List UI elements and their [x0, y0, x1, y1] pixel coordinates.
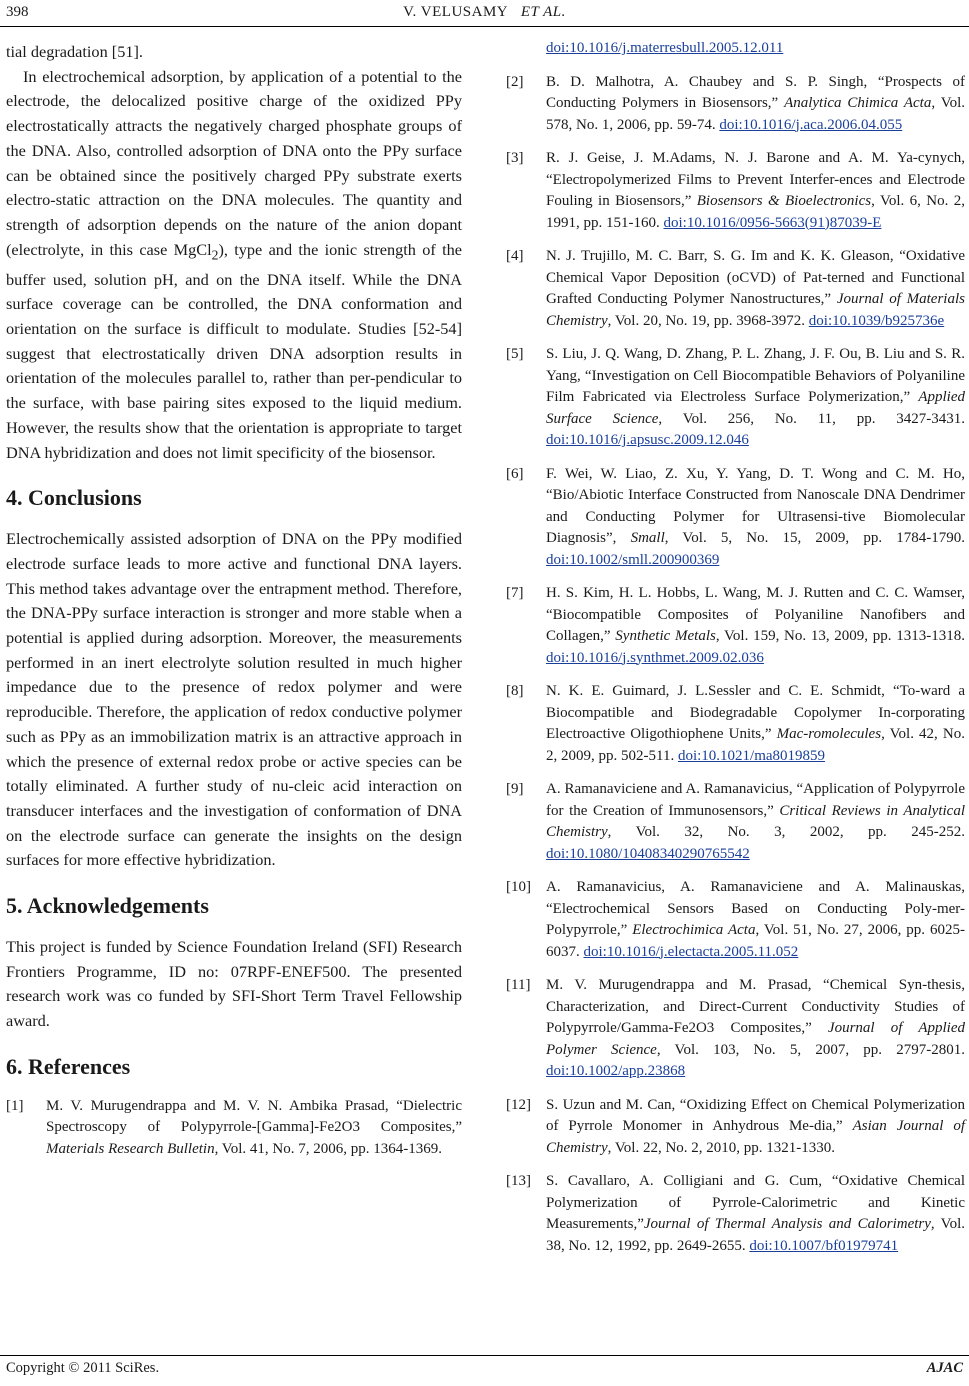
reference-item-11: [506, 975, 965, 1083]
reference-journal: Asian Journal of Chemistry: [546, 1118, 966, 1156]
reference-text: S. Uzun and M. Can, “Oxidizing Effect on Chemical Polymerization of Pyrrole Monomer in Anhydrous Me-dia,”: [546, 1096, 965, 1134]
reference-item-2: [506, 72, 965, 137]
page-footer: [6, 1360, 963, 1382]
reference-journal: Mac-romolecules: [776, 726, 882, 742]
paragraph-continued: tial degradation [51].: [6, 42, 143, 61]
reference-details: , Vol. 42, No. 2, 2009, pp. 502-511.: [546, 726, 965, 764]
reference-1-doi-continued: [506, 38, 965, 60]
reference-item-8: [506, 681, 965, 767]
doi-link[interactable]: doi:10.1080/10408340290765542: [546, 845, 750, 862]
reference-details: , Vol. 6, No. 2, 1991, pp. 151-160.: [546, 193, 965, 231]
reference-journal: Analytica Chimica Acta: [784, 95, 932, 111]
reference-journal: Synthetic Metals: [615, 628, 716, 644]
reference-details: , Vol. 32, No. 3, 2002, pp. 245-252.: [607, 824, 965, 840]
reference-item-13: [506, 1171, 965, 1257]
reference-item-3: [506, 148, 965, 234]
heading-references: 6. References: [6, 1053, 131, 1079]
reference-item-7: [506, 583, 965, 669]
reference-item-12: [506, 1095, 965, 1160]
reference-text: S. Cavallaro, A. Colligiani and G. Cum, “Oxidative Chemical Polymerization of Pyrrole-Calorimetric and Kinetic Measurements,”: [546, 1173, 965, 1232]
reference-text: B. D. Malhotra, A. Chaubey and S. P. Singh, “Prospects of Conducting Polymers in Biosensors,”: [546, 73, 965, 111]
reference-details: , Vol. 41, No. 7, 2006, pp. 1364-1369.: [214, 1140, 442, 1157]
doi-link[interactable]: doi:10.1016/0956-5663(91)87039-E: [663, 214, 882, 231]
reference-text: H. S. Kim, H. L. Hobbs, L. Wang, M. J. Rutten and C. C. Wamser, “Biocompatible Composites of Polyaniline Nanofibers and Collagen,”: [546, 585, 965, 644]
reference-text: F. Wei, W. Liao, Z. Xu, Y. Yang, D. T. Wong and C. M. Ho, “Bio/Abiotic Interface Constructed from Nanoscale DNA Dendrimer and Conducting Polymer for Ultrasensi-tive Biomolecular Diagnosis”,: [546, 465, 965, 546]
subscript-2: 2: [211, 246, 219, 262]
reference-details: , Vol. 578, No. 1, 2006, pp. 59-74.: [546, 95, 966, 133]
reference-journal: Critical Reviews in Analytical Chemistry: [546, 802, 965, 840]
reference-number: [12]: [506, 1096, 531, 1113]
footer-rule: [0, 1355, 969, 1356]
reference-item-10: [506, 877, 965, 963]
reference-text: R. J. Geise, J. M.Adams, N. J. Barone and A. M. Ya-cynych, “Electropolymerized Films to Prevent Interfer-ences and Electrode Fouling in Biosensors,”: [546, 150, 965, 209]
reference-item-5: [506, 344, 965, 452]
doi-link[interactable]: doi:10.1016/j.apsusc.2009.12.046: [546, 432, 749, 448]
right-column: [506, 38, 965, 1269]
reference-item-1: [6, 1096, 462, 1161]
page-header: [6, 4, 963, 26]
reference-item-6: [506, 464, 965, 572]
page-number: 398: [6, 4, 29, 20]
reference-item-4: [506, 246, 965, 332]
reference-journal: Journal of Thermal Analysis and Calorimetry: [643, 1216, 931, 1232]
reference-journal: Applied Surface Science: [546, 389, 965, 427]
reference-text: A. Ramanaviciene and A. Ramanavicius, “Application of Polypyrrole for the Creation of Immunosensors,”: [546, 781, 965, 819]
reference-journal: Materials Research Bulletin: [46, 1140, 215, 1157]
reference-details: , Vol. 22, No. 2, 2010, pp. 1321-1330.: [607, 1139, 836, 1156]
reference-details: , Vol. 5, No. 15, 2009, pp. 1784-1790.: [664, 530, 965, 546]
reference-details: , Vol. 159, No. 13, 2009, pp. 1313-1318.: [715, 628, 965, 644]
doi-link[interactable]: doi:10.1016/j.materresbull.2005.12.011: [546, 40, 784, 56]
doi-link[interactable]: doi:10.1021/ma8019859: [677, 747, 826, 764]
reference-number: [3]: [506, 150, 524, 166]
doi-link[interactable]: doi:10.1016/j.synthmet.2009.02.036: [546, 649, 764, 666]
reference-details: , Vol. 256, No. 11, pp. 3427-3431.: [658, 410, 965, 427]
doi-link[interactable]: doi:10.1002/smll.200900369: [546, 551, 720, 568]
doi-link[interactable]: doi:10.1016/j.electacta.2005.11.052: [583, 943, 799, 960]
paragraph-acknowledgements: This project is funded by Science Foundation Ireland (SFI) Research Frontiers Programme, ID no: 07RPF-ENEF500. The presented research work was co funded by SFI-Short Term Travel Fellowship award.: [6, 937, 462, 1031]
header-rule: [0, 26, 969, 27]
reference-number: [13]: [506, 1173, 531, 1189]
heading-conclusions: 4. Conclusions: [6, 485, 142, 511]
reference-journal: Journal of Applied Polymer Science: [546, 1020, 965, 1058]
reference-text: M. V. Murugendrappa and M. V. N. Ambika Prasad, “Dielectric Spectroscopy of Polypyrrole-[Gamma]-Fe2O3 Composites,”: [46, 1097, 462, 1136]
left-column: [6, 40, 462, 1172]
reference-details: , Vol. 20, No. 19, pp. 3968-3972.: [607, 312, 809, 329]
reference-number: [7]: [506, 585, 524, 601]
doi-link[interactable]: doi:10.1002/app.23868: [546, 1063, 686, 1079]
reference-details: , Vol. 103, No. 5, 2007, pp. 2797-2801.: [656, 1041, 965, 1058]
reference-number: [4]: [506, 248, 524, 264]
journal-abbreviation: AJAC: [926, 1360, 963, 1376]
paragraph-adsorption: [6, 65, 462, 466]
doi-link[interactable]: doi:10.1016/j.aca.2006.04.055: [719, 116, 903, 133]
reference-number: [5]: [506, 346, 524, 362]
reference-details: , Vol. 38, No. 12, 1992, pp. 2649-2655.: [546, 1216, 965, 1254]
running-title-authors: V. VELUSAMY: [403, 4, 509, 20]
reference-number: [1]: [6, 1097, 24, 1114]
reference-text: M. V. Murugendrappa and M. Prasad, “Chemical Syn-thesis, Characterization, and Direct-Current Conductivity Studies of Polypyrrole/Gamma-Fe2O3 Composites,”: [546, 977, 965, 1036]
paragraph-adsorption-part1: In electrochemical adsorption, by application of a potential to the electrode, the delocalized positive charge of the oxidized PPy electrostatically attracts the negatively charged phosphate groups of the DNA. Also, controlled adsorption of DNA onto the PPy surface can be obtained since the positively charged PPy substrate exerts electro-static attraction on the DNA molecules. The quantity and strength of adsorption depends on the nature of the anion dopant (electrolyte, in this case MgCl: [6, 66, 462, 259]
doi-link[interactable]: doi:10.1039/b925736e: [808, 312, 945, 329]
reference-item-9: [506, 779, 965, 865]
reference-text: A. Ramanavicius, A. Ramanaviciene and A. Malinauskas, “Electrochemical Sensors Based on Conducting Poly-mer-Polypyrrole,”: [546, 879, 965, 938]
reference-number: [6]: [506, 465, 524, 482]
copyright: Copyright © 2011 SciRes.: [6, 1360, 160, 1376]
running-title-etal: ET AL.: [520, 4, 566, 20]
reference-journal: Biosensors & Bioelectronics: [696, 193, 872, 209]
reference-number: [11]: [506, 977, 531, 993]
doi-link[interactable]: doi:10.1007/bf01979741: [749, 1237, 899, 1254]
reference-details: , Vol. 51, No. 27, 2006, pp. 6025-6037.: [546, 922, 966, 960]
reference-number: [2]: [506, 73, 524, 90]
running-title: [6, 4, 963, 21]
reference-journal: Electrochimica Acta: [632, 922, 756, 938]
reference-text: N. K. E. Guimard, J. L.Sessler and C. E. Schmidt, “To-ward a Biocompatible and Biodegradable Copolymer In-corporating Electroactive Oligothiophene Units,”: [546, 683, 965, 742]
reference-journal: Journal of Materials Chemistry: [546, 291, 965, 329]
reference-number: [9]: [506, 781, 524, 797]
reference-journal: Small: [630, 530, 665, 546]
heading-acknowledgements: 5. Acknowledgements: [6, 893, 209, 919]
reference-list: [506, 72, 965, 1258]
paragraph-adsorption-part2: ), type and the ionic strength of the buffer used, solution pH, and on the DNA itself. While the DNA surface coverage can be controlled, the DNA conformation and orientation on the surface is difficult to modulate. Studies [52-54] suggest that electrostatically driven DNA adsorption results in orientation of the molecules parallel to, rather than per-pendicular to the surface, with base pairing sites exposed to the liquid medium. However, the results show that the orientation is appropriate to target DNA hybridization and does not limit specificity of the biosensor.: [6, 239, 462, 462]
paragraph-conclusions: Electrochemically assisted adsorption of DNA on the PPy modified electrode surface leads to more active and functional DNA layers. This method takes advantage over the entrapment method. Therefore, the DNA-PPy surface interaction is stronger and more stable when a potential is applied during adsorption. Moreover, the measurements performed in an inert electrolyte solution resulted in much higher impedance due to the presence of redox polymer and were reproducible. Therefore, the application of redox conductive polymer such as PPy as an immobilization matrix is an attractive approach in which the presence of external redox probe or active species can be totally eliminated. A further study of nu-cleic acid interaction on transducer interfaces and the investigation of conformation of DNA on the electrode surface can generate the insights on the design surfaces for more effective hybridization.: [6, 529, 462, 870]
reference-text: N. J. Trujillo, M. C. Barr, S. G. Im and K. K. Gleason, “Oxidative Chemical Vapor Deposition (oCVD) of Pat-terned and Functional Grafted Conducting Polymer Nanostructures,”: [546, 248, 965, 307]
reference-number: [10]: [506, 879, 531, 895]
reference-number: [8]: [506, 683, 524, 699]
reference-text: S. Liu, J. Q. Wang, D. Zhang, P. L. Zhang, J. F. Ou, B. Liu and S. R. Yang, “Investigation on Cell Biocompatible Behaviors of Polyaniline Film Fabricated via Electroless Surface Polymerization,”: [546, 346, 965, 405]
